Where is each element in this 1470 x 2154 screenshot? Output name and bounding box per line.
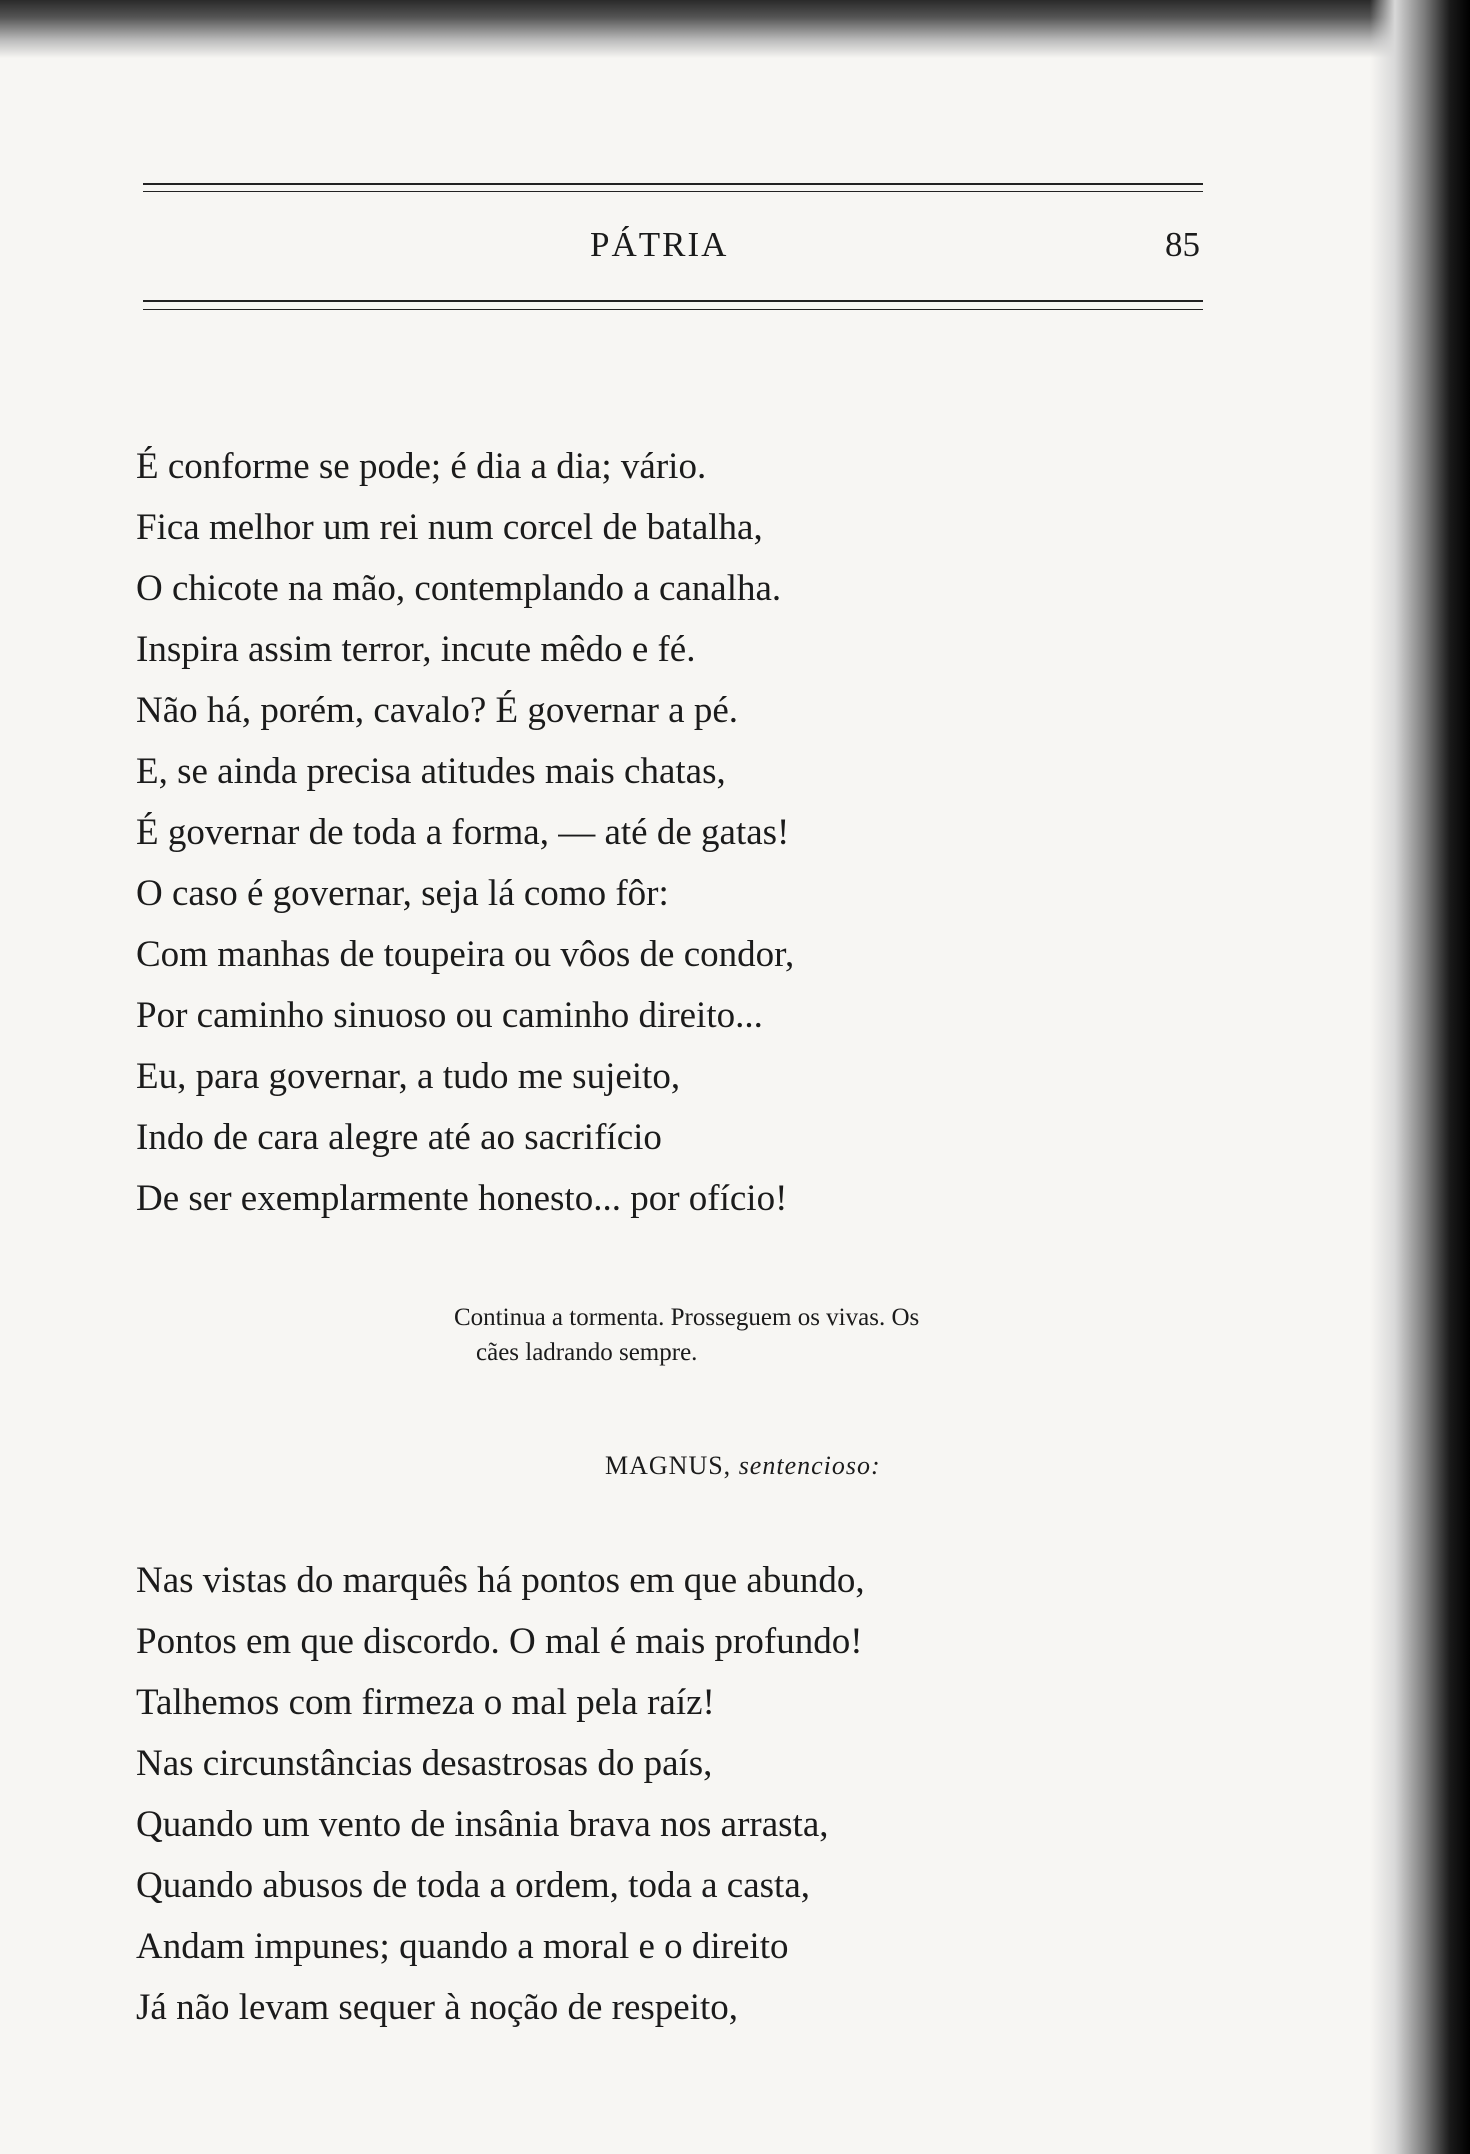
verse-line: Quando um vento de insânia brava nos arrasta, [136,1804,829,1845]
stage-direction-line: cães ladrando sempre. [476,1339,698,1366]
speaker-heading [605,1451,881,1481]
verse-line: Já não levam sequer à noção de respeito, [136,1987,739,2028]
verse-line: Com manhas de toupeira ou vôos de condor, [136,934,795,975]
verse-line: O caso é governar, seja lá como fôr: [136,873,669,914]
verse-line: Nas circunstâncias desastrosas do país, [136,1743,713,1784]
verse-line: Indo de cara alegre até ao sacrifício [136,1117,662,1158]
stage-direction-line: Continua a tormenta. Prosseguem os vivas. Os [454,1304,920,1331]
stage-direction [454,1300,1194,1370]
verse-line: O chicote na mão, contemplando a canalha. [136,568,782,609]
verse-block-2 [136,1550,1136,2038]
header-rule-bottom-thin [143,309,1203,310]
verse-line: Quando abusos de toda a ordem, toda a casta, [136,1865,811,1906]
verse-line: De ser exemplarmente honesto... por ofício! [136,1178,788,1219]
scan-top-shadow [0,0,1470,58]
speaker-name: MAGNUS, [605,1451,732,1480]
verse-line: Eu, para governar, a tudo me sujeito, [136,1056,681,1097]
verse-line: E, se ainda precisa atitudes mais chatas, [136,751,726,792]
verse-line: Andam impunes; quando a moral e o direito [136,1926,789,1967]
scan-binding-shadow [1370,0,1470,2154]
page-number: 85 [1165,225,1200,264]
verse-line: Por caminho sinuoso ou caminho direito... [136,995,763,1036]
verse-line: É governar de toda a forma, — até de gatas! [136,812,790,853]
verse-line: Não há, porém, cavalo? É governar a pé. [136,690,738,731]
verse-block-1 [136,436,1136,1229]
verse-line: Inspira assim terror, incute mêdo e fé. [136,629,696,670]
speaker-direction: sentencioso: [738,1451,881,1480]
verse-line: Pontos em que discordo. O mal é mais profundo! [136,1621,863,1662]
verse-line: Talhemos com firmeza o mal pela raíz! [136,1682,715,1723]
header-rule-top-thin [143,191,1203,192]
verse-line: Fica melhor um rei num corcel de batalha, [136,507,763,548]
header-rule-top [143,183,1203,185]
header-rule-bottom [143,300,1203,302]
running-title: PÁTRIA [590,225,729,264]
verse-line: É conforme se pode; é dia a dia; vário. [136,446,707,487]
verse-line: Nas vistas do marquês há pontos em que abundo, [136,1560,865,1601]
